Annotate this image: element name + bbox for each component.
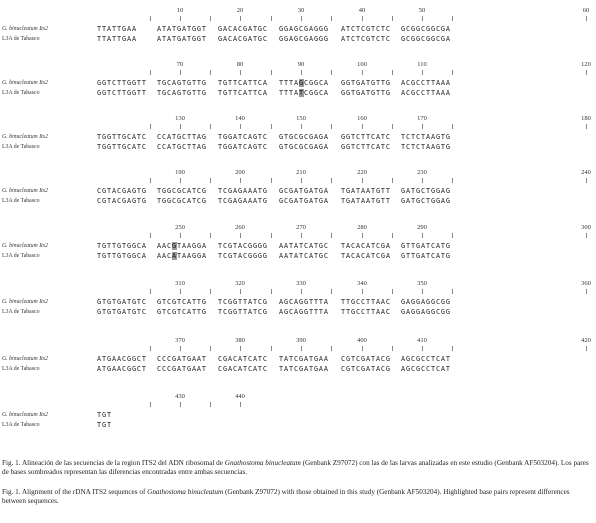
sequence-row-sample — [0, 307, 596, 317]
tick-mark — [392, 70, 393, 75]
base-group: CGTCGATACG — [341, 355, 391, 363]
position-number: 420 — [581, 337, 591, 344]
tick-mark — [331, 346, 332, 351]
tick-mark — [452, 346, 453, 351]
base-group: TCGAGAAATG — [218, 197, 268, 205]
sequence-row-sample — [0, 251, 596, 261]
tick-mark — [362, 124, 363, 129]
tick-mark — [180, 178, 181, 183]
base-group: ATGAACGGCT — [97, 355, 147, 363]
base-group: GTCGTCATTG — [157, 298, 207, 306]
bases-before: TTTA — [279, 89, 299, 97]
base-group: TGGATCAGTC — [218, 133, 268, 141]
tick-mark — [586, 178, 587, 183]
tick-mark — [301, 70, 302, 75]
tick-mark — [362, 16, 363, 21]
sequence-label: G. binucleatum Its2 — [2, 299, 48, 305]
position-number: 330 — [296, 280, 306, 287]
highlighted-base: A — [171, 252, 177, 260]
tick-mark — [210, 16, 211, 21]
base-group: CCATGCTTAG — [157, 143, 207, 151]
tick-mark — [150, 124, 151, 129]
tick-mark — [452, 70, 453, 75]
tick-mark — [331, 178, 332, 183]
base-group: ATCTCGTCTC — [341, 35, 391, 43]
tick-mark — [150, 233, 151, 238]
position-number: 130 — [175, 115, 185, 122]
base-group: TGGCGCATCG — [157, 187, 207, 195]
position-number: 120 — [581, 61, 591, 68]
base-group: ATATGATGGT — [157, 35, 207, 43]
highlighted-base: G — [298, 79, 304, 87]
base-group: TGATAATGTT — [341, 197, 391, 205]
base-group: TCTCTAAGTG — [401, 133, 451, 141]
base-group: TTATTGAA — [97, 25, 137, 33]
base-group: GTCGTCATTG — [157, 308, 207, 316]
base-group: GGTCTTCATC — [341, 143, 391, 151]
tick-mark — [271, 70, 272, 75]
base-group: GGAGCGAGGG — [279, 35, 329, 43]
position-numbers — [0, 336, 596, 346]
base-group: GATGCTGGAG — [401, 187, 451, 195]
position-number: 70 — [176, 61, 184, 68]
sequence-label: G. binucleatum Its2 — [2, 356, 48, 362]
sequence-row-reference — [0, 354, 596, 364]
tick-mark — [240, 178, 241, 183]
sequence-label: G. binucleatum Its2 — [2, 80, 48, 86]
base-group: CGACATCATC — [218, 365, 268, 373]
position-number: 340 — [357, 280, 367, 287]
tick-mark — [452, 178, 453, 183]
alignment-block — [0, 279, 596, 335]
sequence-label: G. binucleatum Its2 — [2, 243, 48, 249]
bases-before: TTTA — [279, 79, 299, 87]
tick-mark — [150, 402, 151, 407]
base-group: ATCTCGTCTC — [341, 25, 391, 33]
position-number: 290 — [417, 224, 427, 231]
base-group: GACACGATGC — [218, 25, 268, 33]
sequence-label: G. binucleatum Its2 — [2, 188, 48, 194]
tick-mark — [210, 402, 211, 407]
tick-mark — [210, 289, 211, 294]
tick-mark — [331, 124, 332, 129]
sequence-label: L3A de Tabasco — [2, 422, 40, 428]
base-group: GCGGCGGCGA — [401, 35, 451, 43]
position-number: 370 — [175, 337, 185, 344]
position-number: 230 — [417, 169, 427, 176]
sequence-row-reference — [0, 132, 596, 142]
tick-mark — [362, 70, 363, 75]
position-number: 220 — [357, 169, 367, 176]
tick-mark — [240, 16, 241, 21]
sequence-label: L3A de Tabasco — [2, 90, 40, 96]
base-group: GGTCTTGGTT — [97, 79, 147, 87]
position-number: 100 — [357, 61, 367, 68]
sequence-label: G. binucleatum Its2 — [2, 412, 48, 418]
base-group: TGT — [97, 411, 112, 419]
base-group: TGTTGTGGCA — [97, 242, 147, 250]
position-number: 90 — [297, 61, 305, 68]
alignment-block — [0, 223, 596, 279]
position-numbers — [0, 114, 596, 124]
position-number: 400 — [357, 337, 367, 344]
position-number: 360 — [581, 280, 591, 287]
tick-mark — [271, 289, 272, 294]
sequence-row-reference — [0, 24, 596, 34]
tick-mark — [301, 233, 302, 238]
base-group: GTTGATCATG — [401, 242, 451, 250]
position-number: 140 — [235, 115, 245, 122]
position-number: 270 — [296, 224, 306, 231]
sequence-row-reference — [0, 186, 596, 196]
sequence-row-reference — [0, 78, 596, 88]
base-group: TCGGTTATCG — [218, 308, 268, 316]
base-group: ATATGATGGT — [157, 25, 207, 33]
alignment-block — [0, 114, 596, 170]
base-group — [157, 251, 213, 261]
highlighted-base: G — [171, 242, 177, 250]
position-number: 410 — [417, 337, 427, 344]
position-numbers — [0, 60, 596, 70]
base-group: AGCGCCTCAT — [401, 365, 451, 373]
tick-mark — [586, 124, 587, 129]
tick-mark — [271, 346, 272, 351]
sequence-label: G. binucleatum Its2 — [2, 26, 48, 32]
base-group: TGGTTGCATC — [97, 143, 147, 151]
base-group: TGCAGTGTTG — [157, 79, 207, 87]
caption-english-suffix: (Genbank Z97072) with those obtained in this study (Genbank AF503204). Highlighted base pairs represent differences between sequences. — [2, 488, 570, 506]
position-number: 160 — [357, 115, 367, 122]
base-group: TGTTGTGGCA — [97, 252, 147, 260]
base-group: AGCAGGTTTA — [279, 308, 329, 316]
tick-mark — [331, 233, 332, 238]
base-group: GTGCGCGAGA — [279, 143, 329, 151]
position-number: 390 — [296, 337, 306, 344]
position-number: 240 — [581, 169, 591, 176]
position-numbers — [0, 168, 596, 178]
sequence-label: L3A de Tabasco — [2, 309, 40, 315]
tick-mark — [392, 289, 393, 294]
sequence-label: L3A de Tabasco — [2, 198, 40, 204]
bases-after: CGGCA — [303, 89, 329, 97]
tick-mark — [362, 289, 363, 294]
position-number: 80 — [236, 61, 244, 68]
tick-mark — [452, 124, 453, 129]
tick-mark — [180, 402, 181, 407]
tick-mark — [422, 289, 423, 294]
position-number: 30 — [297, 7, 305, 14]
tick-mark — [240, 346, 241, 351]
tick-mark — [240, 233, 241, 238]
position-number: 350 — [417, 280, 427, 287]
base-group: CCATGCTTAG — [157, 133, 207, 141]
tick-mark — [422, 346, 423, 351]
tick-mark — [586, 233, 587, 238]
tick-mark — [586, 70, 587, 75]
tick-mark — [210, 346, 211, 351]
tick-mark — [301, 16, 302, 21]
tick-mark — [452, 233, 453, 238]
bases-after: TAAGGA — [176, 242, 207, 250]
base-group: GACACGATGC — [218, 35, 268, 43]
tick-mark — [392, 346, 393, 351]
base-group: GATGCTGGAG — [401, 197, 451, 205]
base-group: GTGCGCGAGA — [279, 133, 329, 141]
alignment-block — [0, 60, 596, 116]
position-numbers — [0, 223, 596, 233]
tick-mark — [150, 70, 151, 75]
tick-mark — [271, 178, 272, 183]
base-group: ACGCCTTAAA — [401, 79, 451, 87]
position-number: 150 — [296, 115, 306, 122]
tick-mark — [422, 233, 423, 238]
tick-mark — [240, 124, 241, 129]
tick-mark — [301, 124, 302, 129]
position-number: 10 — [176, 7, 184, 14]
tick-mark — [150, 178, 151, 183]
alignment-block — [0, 392, 596, 448]
base-group: TATCGATGAA — [279, 365, 329, 373]
tick-mark — [422, 178, 423, 183]
position-number: 190 — [175, 169, 185, 176]
tick-mark — [180, 289, 181, 294]
base-group: GTGTGATGTC — [97, 308, 147, 316]
tick-mark — [452, 16, 453, 21]
position-number: 110 — [417, 61, 427, 68]
position-number: 320 — [235, 280, 245, 287]
tick-mark — [586, 289, 587, 294]
position-number: 380 — [235, 337, 245, 344]
sequence-label: L3A de Tabasco — [2, 144, 40, 150]
base-group: TGGTTGCATC — [97, 133, 147, 141]
base-group: TTGCCTTAAC — [341, 308, 391, 316]
base-group: TGCAGTGTTG — [157, 89, 207, 97]
position-numbers — [0, 279, 596, 289]
tick-mark — [240, 289, 241, 294]
tick-mark — [331, 289, 332, 294]
position-numbers — [0, 392, 596, 402]
sequence-row-reference — [0, 410, 596, 420]
tick-mark — [301, 178, 302, 183]
sequence-row-sample — [0, 34, 596, 44]
base-group: GAGGAGGCGG — [401, 298, 451, 306]
tick-mark — [301, 346, 302, 351]
caption-english-species: Gnathostoma binucleatum — [147, 488, 224, 496]
base-group — [279, 78, 335, 88]
base-group: TGGCGCATCG — [157, 197, 207, 205]
alignment-block — [0, 336, 596, 392]
tick-mark — [362, 346, 363, 351]
base-group: GGTGATGTTG — [341, 79, 391, 87]
caption-spanish-prefix: Fig. 1. Alineación de las secuencias de la region ITS2 del ADN ribosomal de — [2, 459, 225, 467]
tick-mark — [150, 16, 151, 21]
base-group: TGTTCATTCA — [218, 89, 268, 97]
base-group: TGGATCAGTC — [218, 143, 268, 151]
tick-mark — [210, 70, 211, 75]
alignment-block — [0, 168, 596, 224]
base-group: GCGATGATGA — [279, 187, 329, 195]
tick-mark — [422, 16, 423, 21]
tick-mark — [271, 124, 272, 129]
position-number: 200 — [235, 169, 245, 176]
tick-mark — [586, 16, 587, 21]
base-group: GCGATGATGA — [279, 197, 329, 205]
base-group: TACACATCGA — [341, 242, 391, 250]
bases-before: AAC — [157, 242, 172, 250]
position-number: 430 — [175, 393, 185, 400]
sequence-label: G. binucleatum Its2 — [2, 134, 48, 140]
position-number: 210 — [296, 169, 306, 176]
base-group: TGATAATGTT — [341, 187, 391, 195]
tick-mark — [271, 16, 272, 21]
base-group: CGTCGATACG — [341, 365, 391, 373]
base-group: AGCAGGTTTA — [279, 298, 329, 306]
tick-mark — [180, 16, 181, 21]
sequence-row-sample — [0, 364, 596, 374]
base-group: TTATTGAA — [97, 35, 137, 43]
base-group: TCGTACGGGG — [218, 242, 268, 250]
base-group: ACGCCTTAAA — [401, 89, 451, 97]
base-group: CCCGATGAAT — [157, 355, 207, 363]
base-group: TTGCCTTAAC — [341, 298, 391, 306]
tick-mark — [362, 233, 363, 238]
base-group: AATATCATGC — [279, 252, 329, 260]
base-group: GAGGAGGCGG — [401, 308, 451, 316]
tick-mark — [180, 70, 181, 75]
sequence-label: L3A de Tabasco — [2, 366, 40, 372]
tick-mark — [392, 16, 393, 21]
tick-mark — [392, 124, 393, 129]
position-number: 20 — [236, 7, 244, 14]
base-group: CGTACGAGTG — [97, 187, 147, 195]
base-group: TGTTCATTCA — [218, 79, 268, 87]
tick-mark — [452, 289, 453, 294]
caption-spanish-suffix: (Genbank Z97072) con las de las larvas analizadas en este estudio (Genbank AF503204). Los pares de bases sombreados representan las diferencias encontradas entre ambas secuencias. — [2, 459, 589, 477]
tick-mark — [150, 289, 151, 294]
tick-mark — [362, 178, 363, 183]
tick-mark — [240, 402, 241, 407]
tick-mark — [150, 346, 151, 351]
bases-after: CGGCA — [303, 79, 329, 87]
position-number: 250 — [175, 224, 185, 231]
tick-mark — [331, 16, 332, 21]
position-number: 310 — [175, 280, 185, 287]
base-group: CGACATCATC — [218, 355, 268, 363]
bases-before: AAC — [157, 252, 172, 260]
base-group: CGTACGAGTG — [97, 197, 147, 205]
sequence-label: L3A de Tabasco — [2, 36, 40, 42]
base-group — [279, 88, 335, 98]
base-group: GCGGCGGCGA — [401, 25, 451, 33]
alignment-block — [0, 6, 596, 62]
tick-mark — [422, 124, 423, 129]
position-number: 170 — [417, 115, 427, 122]
caption-english-prefix: Fig. 1. Alignment of the rDNA ITS2 sequences of — [2, 488, 148, 496]
position-number: 300 — [581, 224, 591, 231]
base-group: GGTGATGTTG — [341, 89, 391, 97]
sequence-row-reference — [0, 241, 596, 251]
base-group: TACACATCGA — [341, 252, 391, 260]
base-group: TCTCTAAGTG — [401, 143, 451, 151]
base-group — [157, 241, 213, 251]
tick-mark — [210, 178, 211, 183]
tick-mark — [180, 346, 181, 351]
tick-mark — [392, 233, 393, 238]
tick-mark — [422, 70, 423, 75]
position-number: 260 — [235, 224, 245, 231]
position-numbers — [0, 6, 596, 16]
base-group: GGAGCGAGGG — [279, 25, 329, 33]
base-group: TCGGTTATCG — [218, 298, 268, 306]
tick-mark — [331, 70, 332, 75]
base-group: CCCGATGAAT — [157, 365, 207, 373]
base-group: TCGAGAAATG — [218, 187, 268, 195]
highlighted-base: T — [298, 89, 304, 97]
position-number: 40 — [358, 7, 366, 14]
tick-mark — [180, 233, 181, 238]
base-group: TATCGATGAA — [279, 355, 329, 363]
position-number: 50 — [418, 7, 426, 14]
position-number: 440 — [235, 393, 245, 400]
bases-after: TAAGGA — [176, 252, 207, 260]
base-group: GGTCTTGGTT — [97, 89, 147, 97]
base-group: TGT — [97, 421, 112, 429]
base-group: GGTCTTCATC — [341, 133, 391, 141]
caption-spanish — [2, 459, 594, 478]
tick-mark — [301, 289, 302, 294]
base-group: AGCGCCTCAT — [401, 355, 451, 363]
sequence-row-reference — [0, 297, 596, 307]
sequence-row-sample — [0, 142, 596, 152]
tick-mark — [210, 233, 211, 238]
position-number: 280 — [357, 224, 367, 231]
position-number: 180 — [581, 115, 591, 122]
tick-mark — [271, 233, 272, 238]
sequence-row-sample — [0, 88, 596, 98]
tick-mark — [180, 124, 181, 129]
base-group: AATATCATGC — [279, 242, 329, 250]
tick-mark — [392, 178, 393, 183]
base-group: ATGAACGGCT — [97, 365, 147, 373]
tick-mark — [210, 124, 211, 129]
caption-spanish-species: Gnathostoma binucleatum — [224, 459, 301, 467]
base-group: GTGTGATGTC — [97, 298, 147, 306]
caption-english — [2, 488, 594, 507]
sequence-row-sample — [0, 196, 596, 206]
sequence-label: L3A de Tabasco — [2, 253, 40, 259]
tick-mark — [240, 70, 241, 75]
position-number: 60 — [582, 7, 590, 14]
base-group: TCGTACGGGG — [218, 252, 268, 260]
tick-mark — [586, 346, 587, 351]
base-group: GTTGATCATG — [401, 252, 451, 260]
sequence-row-sample — [0, 420, 596, 430]
